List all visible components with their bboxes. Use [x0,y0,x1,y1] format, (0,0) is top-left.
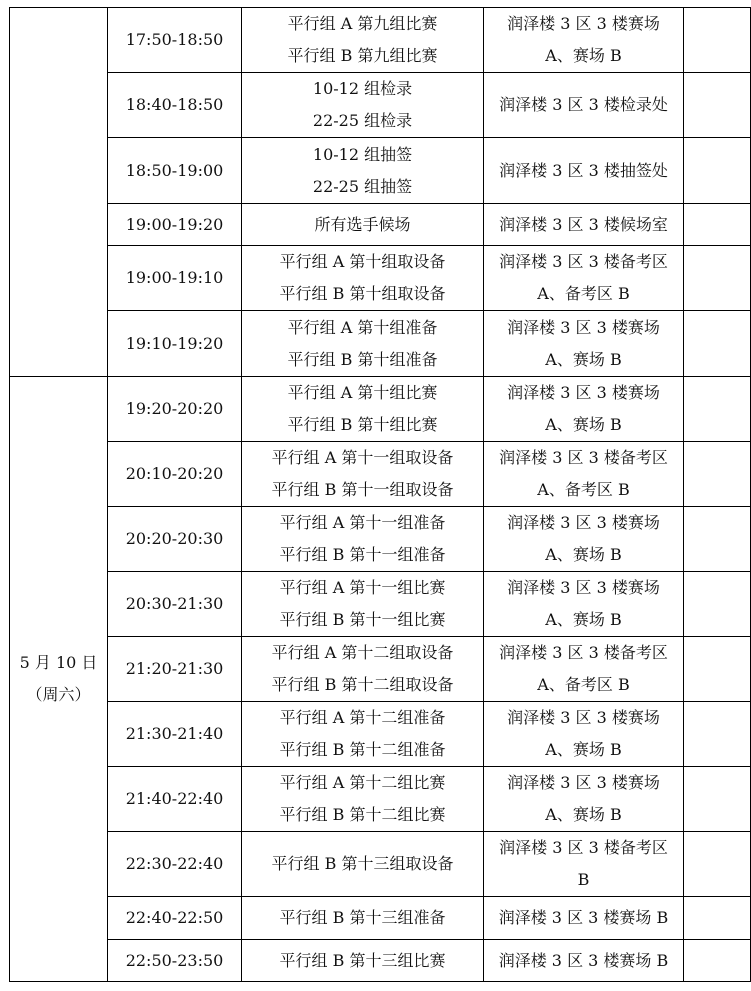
event-cell [242,507,484,572]
notes-cell [684,138,751,204]
table-row [10,897,751,940]
event-line: 平行组 B 第十一组准备 [279,545,446,564]
location-line: A、赛场 B [545,610,622,629]
event-line: 平行组 A 第十一组取设备 [271,448,454,467]
location-line: A、赛场 B [545,740,622,759]
location-cell [484,246,684,311]
notes-cell [684,377,751,442]
notes-cell [684,637,751,702]
location-line: 润泽楼 3 区 3 楼备考区 [499,448,668,467]
notes-cell [684,832,751,897]
time-cell: 21:40-22:40 [108,767,242,832]
event-line: 平行组 B 第十一组比赛 [279,610,446,629]
time-cell: 19:10-19:20 [108,311,242,377]
location-cell [484,767,684,832]
location-line: A、赛场 B [545,349,622,369]
location-line: 润泽楼 3 区 3 楼赛场 B [498,950,669,970]
location-cell [484,442,684,507]
notes-cell [684,572,751,637]
table-row [10,832,751,897]
event-line: 平行组 A 第十组比赛 [287,383,438,402]
event-cell [242,204,484,246]
time-cell: 20:30-21:30 [108,572,242,637]
location-cell [484,572,684,637]
schedule-table [9,7,751,982]
event-line: 平行组 B 第十二组准备 [279,740,446,759]
notes-cell [684,204,751,246]
location-line: A、赛场 B [545,46,622,65]
time-cell: 21:20-21:30 [108,637,242,702]
date-label: 5 月 10 日 [19,653,98,672]
event-line: 平行组 A 第十一组比赛 [279,578,446,597]
event-cell [242,246,484,311]
location-cell [484,637,684,702]
time-cell: 18:50-19:00 [108,138,242,204]
location-cell [484,507,684,572]
event-line: 平行组 B 第九组比赛 [287,46,438,65]
location-line: 润泽楼 3 区 3 楼赛场 [507,578,660,597]
event-line: 平行组 A 第十一组准备 [279,513,446,532]
event-line: 所有选手候场 [314,214,411,234]
table-row [10,507,751,572]
location-line: B [577,870,590,889]
event-line: 平行组 B 第十组准备 [287,349,438,369]
location-line: 润泽楼 3 区 3 楼抽签处 [499,160,668,180]
table-row [10,8,751,73]
event-cell [242,767,484,832]
event-cell [242,940,484,982]
notes-cell [684,897,751,940]
event-line: 平行组 B 第十二组比赛 [279,805,446,824]
location-line: A、赛场 B [545,415,622,434]
location-line: A、赛场 B [545,805,622,824]
location-cell [484,832,684,897]
event-line: 22-25 组检录 [312,111,413,130]
event-cell [242,138,484,204]
location-cell [484,138,684,204]
event-line: 平行组 A 第九组比赛 [287,14,438,33]
location-line: A、赛场 B [545,545,622,564]
date-cell [10,377,108,982]
event-line: 平行组 A 第十二组取设备 [271,643,454,662]
table-row [10,702,751,767]
event-line: 10-12 组检录 [312,79,413,98]
notes-cell [684,940,751,982]
time-cell: 17:50-18:50 [108,8,242,73]
location-cell [484,204,684,246]
event-line: 平行组 A 第十组取设备 [279,252,446,271]
time-cell: 20:10-20:20 [108,442,242,507]
notes-cell [684,507,751,572]
table-row [10,442,751,507]
event-line: 平行组 B 第十三组取设备 [271,854,454,873]
event-line: 平行组 A 第十二组准备 [279,708,446,727]
location-line: A、备考区 B [537,284,630,303]
event-line: 平行组 B 第十组比赛 [287,415,438,434]
table-row [10,311,751,377]
notes-cell [684,442,751,507]
event-cell [242,832,484,897]
table-row [10,377,751,442]
event-cell [242,8,484,73]
notes-cell [684,311,751,377]
date-cell-empty [10,8,108,377]
location-line: 润泽楼 3 区 3 楼赛场 [507,383,660,402]
event-line: 平行组 A 第十二组比赛 [279,773,446,792]
notes-cell [684,702,751,767]
location-line: A、备考区 B [537,675,630,694]
location-line: 润泽楼 3 区 3 楼赛场 [507,14,660,33]
location-line: 润泽楼 3 区 3 楼备考区 [499,643,668,662]
event-line: 平行组 B 第十组取设备 [279,284,446,303]
location-line: A、备考区 B [537,480,630,499]
event-cell [242,73,484,138]
time-cell: 22:50-23:50 [108,940,242,982]
location-line: 润泽楼 3 区 3 楼备考区 [499,838,668,857]
event-line: 平行组 A 第十组准备 [287,317,438,337]
notes-cell [684,73,751,138]
location-cell [484,311,684,377]
location-cell [484,897,684,940]
time-cell: 19:00-19:20 [108,204,242,246]
location-line: 润泽楼 3 区 3 楼赛场 [507,317,660,337]
location-line: 润泽楼 3 区 3 楼备考区 [499,252,668,271]
table-row [10,940,751,982]
time-cell: 22:40-22:50 [108,897,242,940]
location-cell [484,940,684,982]
location-line: 润泽楼 3 区 3 楼赛场 B [498,908,669,927]
location-cell [484,702,684,767]
weekday-label: （周六） [26,685,91,704]
time-cell: 18:40-18:50 [108,73,242,138]
location-line: 润泽楼 3 区 3 楼赛场 [507,513,660,532]
time-cell: 19:00-19:10 [108,246,242,311]
location-line: 润泽楼 3 区 3 楼候场室 [499,214,668,234]
location-cell [484,73,684,138]
table-row [10,138,751,204]
location-line: 润泽楼 3 区 3 楼检录处 [499,95,668,114]
table-row [10,246,751,311]
location-cell [484,8,684,73]
location-cell [484,377,684,442]
event-line: 平行组 B 第十三组比赛 [279,950,446,970]
notes-cell [684,246,751,311]
notes-cell [684,8,751,73]
table-row [10,767,751,832]
event-cell [242,637,484,702]
table-row [10,204,751,246]
time-cell: 22:30-22:40 [108,832,242,897]
event-line: 22-25 组抽签 [312,176,413,196]
event-cell [242,311,484,377]
event-cell [242,377,484,442]
table-row [10,572,751,637]
event-line: 平行组 B 第十二组取设备 [271,675,454,694]
event-line: 平行组 B 第十三组准备 [279,908,446,927]
event-line: 平行组 B 第十一组取设备 [271,480,454,499]
time-cell: 21:30-21:40 [108,702,242,767]
event-cell [242,442,484,507]
event-cell [242,897,484,940]
event-cell [242,572,484,637]
notes-cell [684,767,751,832]
event-line: 10-12 组抽签 [312,144,413,164]
time-cell: 19:20-20:20 [108,377,242,442]
table-row [10,73,751,138]
time-cell: 20:20-20:30 [108,507,242,572]
table-row [10,637,751,702]
event-cell [242,702,484,767]
location-line: 润泽楼 3 区 3 楼赛场 [507,773,660,792]
location-line: 润泽楼 3 区 3 楼赛场 [507,708,660,727]
